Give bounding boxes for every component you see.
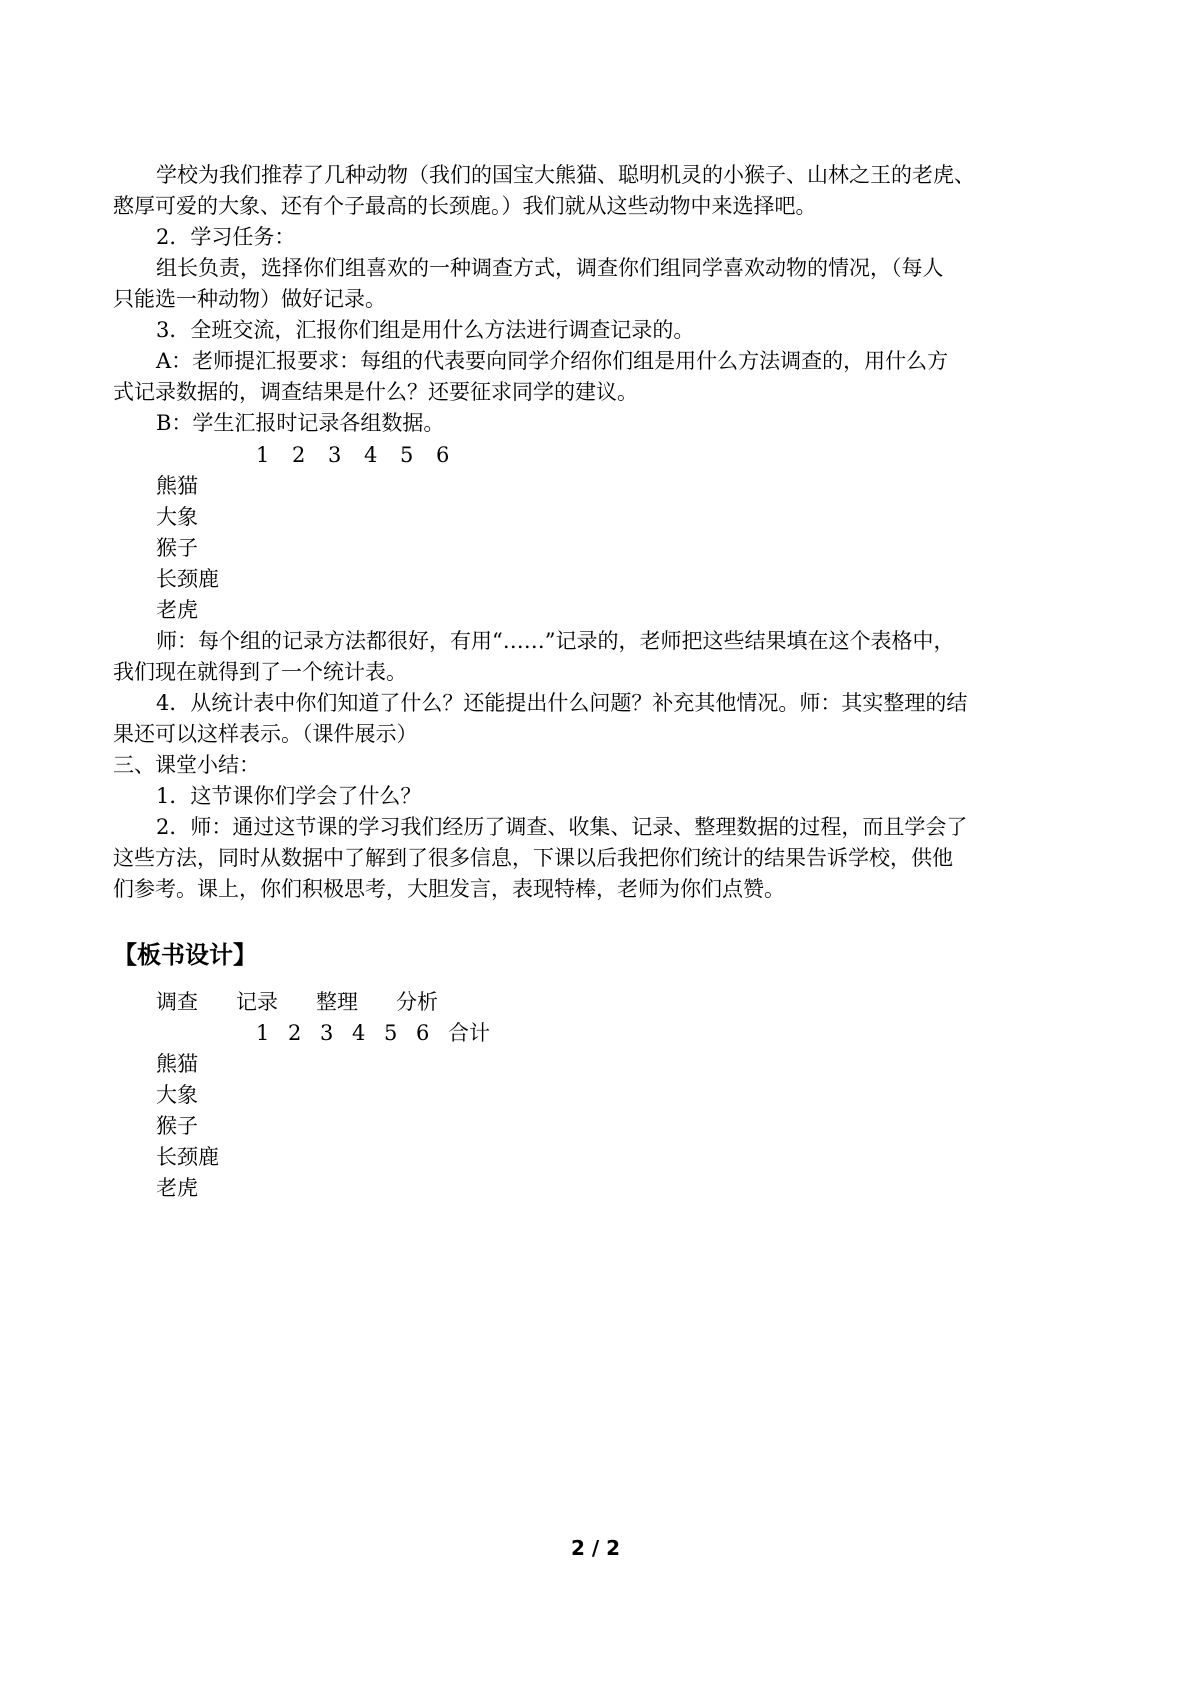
board-header-cell: 6: [416, 1021, 430, 1045]
paragraph-7-line-1: 师：每个组的记录方法都很好，有用“……”记录的，老师把这些结果填在这个表格中，: [156, 629, 955, 653]
paragraph-5-line-1: A：老师提汇报要求：每组的代表要向同学介绍你们组是用什么方法调查的，用什么方: [156, 349, 949, 373]
board-row-label: 大象: [156, 1083, 198, 1107]
table1-header-cell: 6: [436, 443, 450, 467]
board-step: 记录: [236, 990, 278, 1014]
table1-header-cell: 4: [364, 443, 378, 467]
board-step: 整理: [316, 990, 358, 1014]
board-step: 分析: [396, 990, 438, 1014]
paragraph-1-line-2: 憨厚可爱的大象、还有个子最高的长颈鹿。）我们就从这些动物中来选择吧。: [113, 194, 817, 218]
paragraph-5-line-2: 式记录数据的，调查结果是什么？还要征求同学的建议。: [113, 380, 638, 404]
table1-header: [256, 440, 1191, 471]
board-design-title: 【板书设计】: [113, 941, 257, 969]
board-header-cell: 2: [288, 1021, 302, 1045]
table1-row-label: 猴子: [156, 536, 198, 560]
paragraph-4: 3．全班交流，汇报你们组是用什么方法进行调查记录的。: [156, 318, 695, 342]
board-step: 调查: [156, 990, 198, 1014]
board-header-cell: 5: [384, 1021, 398, 1045]
board-header-cell: 3: [320, 1021, 334, 1045]
table1-header-cell: 5: [400, 443, 414, 467]
table1-header-cell: 1: [256, 443, 270, 467]
board-row-label: 老虎: [156, 1176, 198, 1200]
paragraph-7-line-2: 我们现在就得到了一个统计表。: [113, 660, 407, 684]
table1-header-cell: 3: [328, 443, 342, 467]
board-header-cell: 4: [352, 1021, 366, 1045]
paragraph-3-line-1: 组长负责，选择你们组喜欢的一种调查方式，调查你们组同学喜欢动物的情况，（每人: [156, 256, 944, 280]
board-steps: [156, 987, 476, 1018]
paragraph-11-line-2: 这些方法，同时从数据中了解到了很多信息，下课以后我把你们统计的结果告诉学校，供他: [113, 846, 953, 870]
table1-header-cell: 2: [292, 443, 306, 467]
board-row-label: 长颈鹿: [156, 1145, 219, 1169]
board-table-header: [256, 1018, 1191, 1049]
paragraph-10: 1．这节课你们学会了什么？: [156, 784, 422, 808]
paragraph-2: 2．学习任务：: [156, 225, 296, 249]
paragraph-1-line-1: 学校为我们推荐了几种动物（我们的国宝大熊猫、聪明机灵的小猴子、山林之王的老虎、: [156, 163, 975, 187]
board-header-cell: 1: [256, 1021, 270, 1045]
table1-row-label: 老虎: [156, 598, 198, 622]
board-row-label: 熊猫: [156, 1052, 198, 1076]
paragraph-3-line-2: 只能选一种动物）做好记录。: [113, 287, 386, 311]
section-heading-summary: 三、课堂小结：: [113, 753, 260, 777]
table1-row-label: 大象: [156, 505, 198, 529]
table1-row-label: 熊猫: [156, 474, 198, 498]
paragraph-11-line-3: 们参考。课上，你们积极思考，大胆发言，表现特棒，老师为你们点赞。: [113, 877, 785, 901]
paragraph-6: B：学生汇报时记录各组数据。: [156, 411, 445, 435]
board-row-label: 猴子: [156, 1114, 198, 1138]
table1-row-label: 长颈鹿: [156, 567, 219, 591]
board-header-cell: 合计: [448, 1021, 490, 1045]
paragraph-8-line-2: 果还可以这样表示。（课件展示）: [113, 722, 418, 746]
page-number: 2 / 2: [570, 1536, 621, 1560]
paragraph-8-line-1: 4．从统计表中你们知道了什么？还能提出什么问题？补充其他情况。师：其实整理的结: [156, 691, 968, 715]
paragraph-11-line-1: 2．师：通过这节课的学习我们经历了调查、收集、记录、整理数据的过程，而且学会了: [156, 815, 968, 839]
